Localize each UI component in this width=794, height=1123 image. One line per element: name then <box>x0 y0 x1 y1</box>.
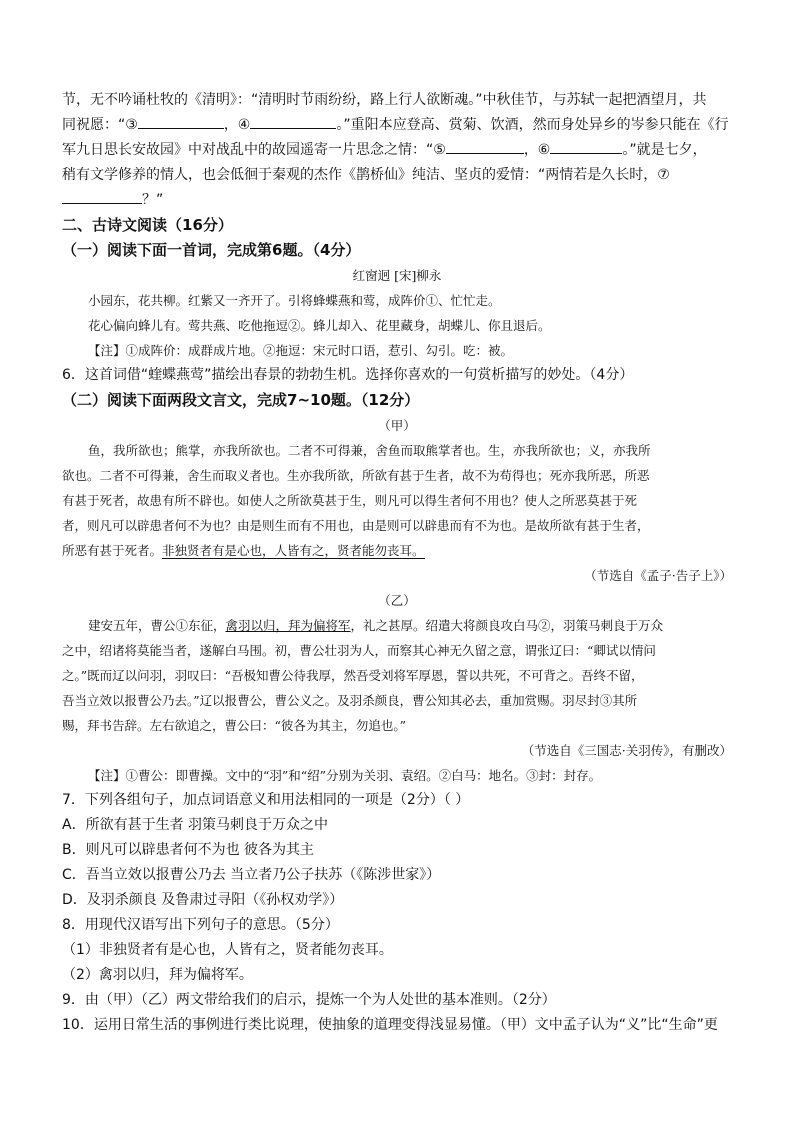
part2-title: （二）阅读下面两段文言文，完成7~10题。（12分） <box>62 391 420 409</box>
section-title: 二、古诗文阅读（16分） <box>62 216 233 234</box>
jia-line-2: 欲也。二者不可得兼，舍生而取义者也。生亦我所欲，所欲有甚于生者，故不为苟得也；死亦我所恶，所恶 <box>62 468 650 483</box>
poem-title: 红窗迥 [宋]柳永 <box>352 268 442 283</box>
question-9: 9．由（甲）（乙）两文带给我们的启示，提炼一个为人处世的基本准则。（2分） <box>62 992 556 1008</box>
yi-line-4: 吾当立效以报曹公乃去。”辽以报曹公，曹公义之。及羽杀颜良，曹公知其必去，重加赏赐。羽尽封③其所 <box>62 693 638 708</box>
intro-line-4: 稍有文学修养的情人，也会低徊于秦观的杰作《鹊桥仙》纯洁、坚贞的爱情：“两情若是久长时，⑦ <box>62 167 670 183</box>
yi-label: （乙） <box>378 593 416 608</box>
question-8: 8．用现代汉语写出下列句子的意思。（5分） <box>62 917 339 933</box>
jia-source: （节选自《孟子·告子上》） <box>584 568 732 583</box>
jia-label: （甲） <box>378 418 416 433</box>
jia-line-1: 鱼，我所欲也；熊掌，亦我所欲也。二者不可得兼，舍鱼而取熊掌者也。生，亦我所欲也；义，亦我所 <box>88 443 651 458</box>
part1-title: （一）阅读下面一首词，完成第6题。（4分） <box>62 241 361 259</box>
answer-blank-5[interactable] <box>446 139 524 154</box>
yi-note: 【注】①曹公：即曹操。文中的“羽”和“绍”分别为关羽、袁绍。②白马：地名。③封：封存。 <box>88 768 602 783</box>
q8-item-1: （1）非独贤者有是心也，人皆有之，贤者能勿丧耳。 <box>62 942 393 958</box>
poem-note: 【注】①成阵价：成群成片地。②拖逗：宋元时口语，惹引、勾引。吃：被。 <box>88 343 514 358</box>
answer-blank-3[interactable] <box>138 114 224 129</box>
intro-line-2: 同祝愿：“③ ，④ 。”重阳本应登高、赏菊、饮酒，然而身处异乡的岑参只能在《行 <box>62 113 732 138</box>
q7-option-d[interactable]: D．及羽杀颜良 及鲁肃过寻阳（《孙权劝学》） <box>62 892 344 908</box>
poem-line-1: 小园东，花共柳。红紫又一齐开了。引将蜂蝶燕和莺，成阵价①、忙忙走。 <box>88 293 501 308</box>
answer-blank-4[interactable] <box>250 114 336 129</box>
exam-page <box>62 88 732 1038</box>
yi-source: （节选自《三国志·关羽传》，有删改） <box>521 743 732 758</box>
jia-line-3: 有甚于死者，故患有所不辟也。如使人之所欲莫甚于生，则凡可以得生者何不用也？使人之所恶莫甚于死 <box>62 493 638 508</box>
yi-line-3: 之。”既而辽以问羽，羽叹曰：“吾极知曹公待我厚，然吾受刘将军厚恩，誓以共死，不可背之。吾终不留， <box>62 668 644 683</box>
yi-underlined-sentence: 禽羽以归，拜为偏将军 <box>225 618 351 633</box>
q7-option-b[interactable]: B．则凡可以辟患者何不为也 彼各为其主 <box>62 842 315 858</box>
jia-line-4: 者，则凡可以辟患者何不为也？由是则生而有不用也，由是则可以辟患而有不为也。是故所欲有甚于生者， <box>62 518 650 533</box>
q8-item-2: （2）禽羽以归，拜为偏将军。 <box>62 967 253 983</box>
q7-option-c[interactable]: C．吾当立效以报曹公乃去 当立者乃公子扶苏（《陈涉世家》） <box>62 867 441 883</box>
question-7: 7．下列各组句子，加点词语意义和用法相同的一项是（2分）（ ） <box>62 792 470 808</box>
intro-line-5: ？” <box>62 188 732 213</box>
jia-line-5: 所恶有甚于死者。非独贤者有是心也，人皆有之，贤者能勿丧耳。 <box>62 543 425 558</box>
question-10: 10．运用日常生活的事例进行类比说理，使抽象的道理变得浅显易懂。（甲）文中孟子认为“义”比“生命”更 <box>62 1017 718 1033</box>
intro-line-3: 军九日思长安故园》中对战乱中的故园遥寄一片思念之情：“⑤ ，⑥ 。”就是七夕， <box>62 138 732 163</box>
yi-line-5: 赐，拜书告辞。左右欲追之，曹公曰：“彼各为其主，勿追也。” <box>62 718 407 733</box>
jia-underlined-sentence: 非独贤者有是心也，人皆有之，贤者能勿丧耳。 <box>162 543 425 558</box>
answer-blank-7[interactable] <box>62 189 142 204</box>
q7-option-a[interactable]: A．所欲有甚于生者 羽策马刺良于万众之中 <box>62 817 329 833</box>
answer-blank-6[interactable] <box>550 139 622 154</box>
yi-line-1: 建安五年，曹公①东征，禽羽以归，拜为偏将军，礼之甚厚。绍遣大将颜良攻白马②，羽策马刺良于万众 <box>88 618 664 633</box>
question-6: 6．这首词借“蝰蝶燕莺”描绘出春景的勃勃生机。选择你喜欢的一句赏析描写的妙处。（4分） <box>62 367 634 383</box>
poem-line-2: 花心偏向蜂儿有。莺共燕、吃他拖逗②。蜂儿却入、花里藏身，胡蝶儿、你且退后。 <box>88 318 551 333</box>
intro-line-1: 节，无不吟诵杜牧的《清明》：“清明时节雨纷纷，路上行人欲断魂。”中秋佳节，与苏轼一起把酒望月，共 <box>62 92 707 108</box>
yi-line-2: 之中，绍诸将莫能当者，遂解白马围。初，曹公壮羽为人，而察其心神无久留之意，谓张辽曰：“卿试以情问 <box>62 643 656 658</box>
